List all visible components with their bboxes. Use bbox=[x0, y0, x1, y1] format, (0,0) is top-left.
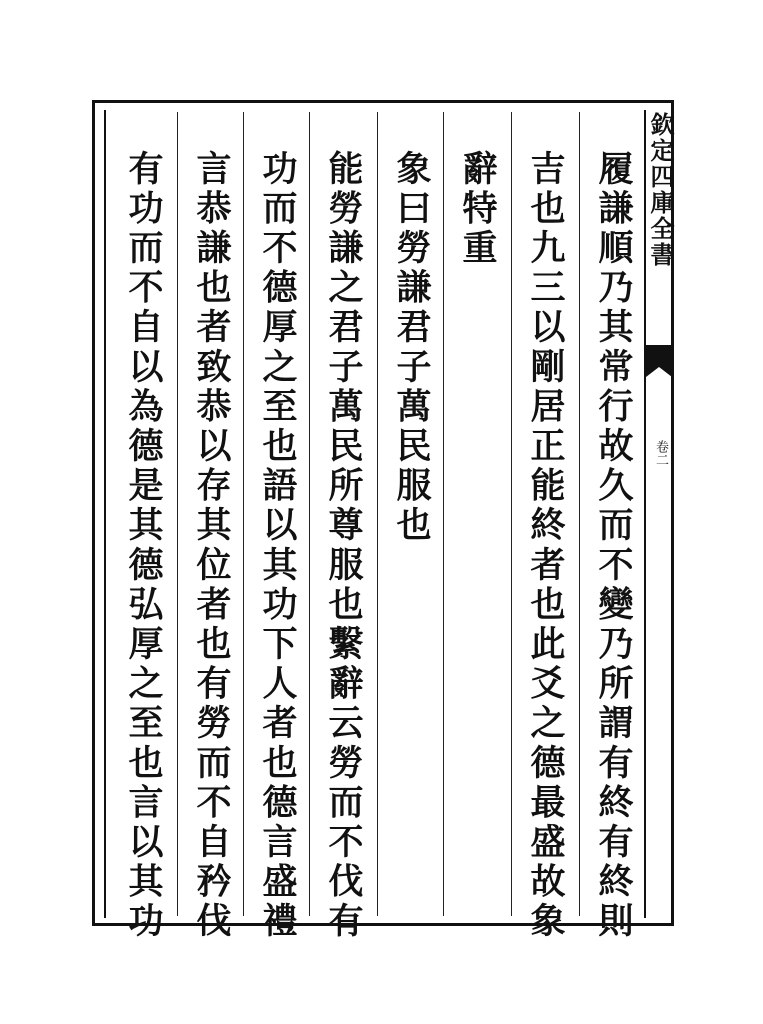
text-column: 履謙順乃其常行故久而不變乃所謂有終有終則 bbox=[593, 150, 634, 942]
text-column: 吉也九三以剛居正能終者也此爻之德最盛故象 bbox=[525, 150, 566, 942]
text-column: 有功而不自以為德是其德弘厚之至也言以其功 bbox=[123, 150, 164, 942]
fishtail-mark bbox=[646, 345, 672, 367]
header-title: 欽定四庫全書 bbox=[646, 112, 675, 268]
column-rule bbox=[177, 112, 178, 916]
text-column: 辭特重 bbox=[457, 150, 498, 269]
column-rule bbox=[511, 112, 512, 916]
column-rule bbox=[309, 112, 310, 916]
column-rule bbox=[579, 112, 580, 916]
juan-label: 卷二 bbox=[653, 440, 668, 466]
text-column: 功而不德厚之至也語以其功下人者也德言盛禮 bbox=[257, 150, 298, 942]
text-column: 能勞謙之君子萬民所尊服也繫辭云勞而不伐有 bbox=[323, 150, 364, 942]
column-rule bbox=[243, 112, 244, 916]
text-column: 言恭謙也者致恭以存其位者也有勞而不自矜伐 bbox=[191, 150, 232, 942]
text-column: 象曰勞謙君子萬民服也 bbox=[391, 150, 432, 546]
column-rule bbox=[443, 112, 444, 916]
column-rule bbox=[377, 112, 378, 916]
